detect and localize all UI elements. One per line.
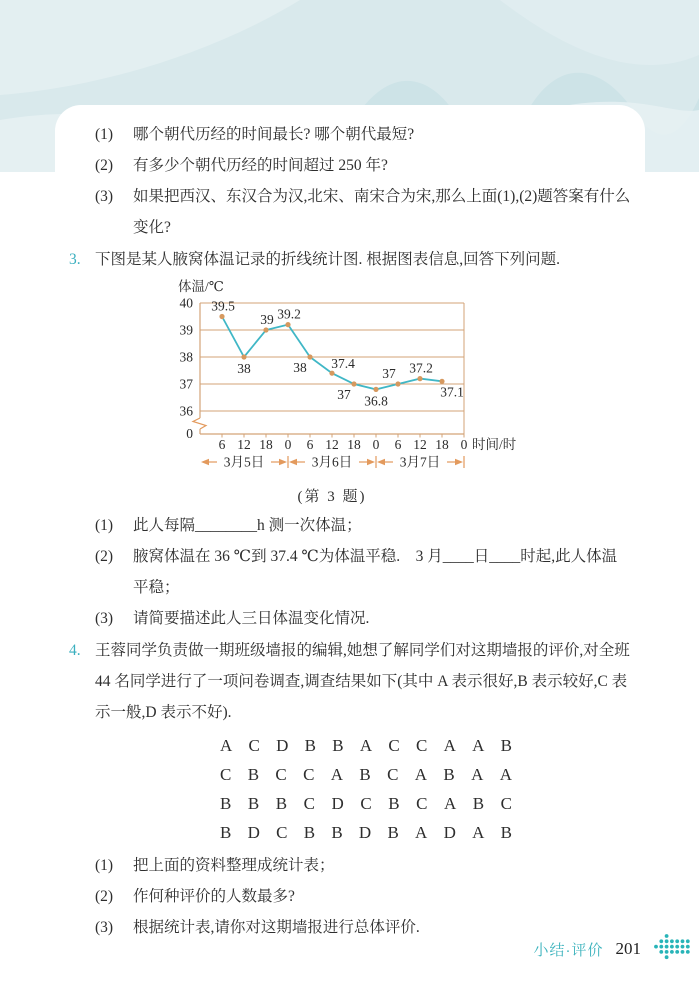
survey-answer-letter: B (359, 765, 371, 784)
survey-answer-letter: A (471, 765, 484, 784)
question-text: 如果把西汉、东汉合为汉,北宋、南宋合为宋,那么上面(1),(2)题答案有什么变化? (133, 188, 631, 236)
temperature-line-chart (148, 277, 516, 473)
survey-answer-letter: C (220, 765, 232, 784)
survey-answer-letter: B (303, 823, 316, 842)
page-footer (534, 933, 692, 965)
section-title: 小结·评价 (533, 941, 604, 959)
list-item (95, 541, 631, 603)
list-item (95, 181, 631, 243)
svg-text:6: 6 (394, 437, 402, 452)
letter-row (220, 818, 512, 847)
survey-answer-letter: B (247, 794, 260, 813)
survey-answer-letter: D (247, 823, 260, 842)
question-text: 请简要描述此人三日体温变化情况. (133, 610, 370, 627)
question-4-subs (95, 850, 631, 943)
list-item (95, 150, 631, 181)
page-card (55, 105, 645, 988)
svg-text:3月7日: 3月7日 (399, 454, 441, 470)
svg-text:36: 36 (179, 403, 193, 419)
question-number: (3) (95, 188, 114, 205)
survey-answer-letter: C (360, 794, 372, 813)
svg-text:0: 0 (186, 426, 193, 441)
question-text: 腋窝体温在 36 ℃到 37.4 ℃为体温平稳. 3 月____日____时起,此人体温平稳； (133, 548, 618, 596)
svg-text:37: 37 (179, 376, 193, 392)
svg-text:37.2: 37.2 (409, 360, 433, 376)
survey-answer-letter: D (331, 794, 344, 813)
question-text: 作何种评价的人数最多? (133, 888, 295, 905)
survey-answer-letter: B (275, 794, 288, 813)
letter-row (220, 789, 512, 818)
survey-answer-letter: B (388, 794, 400, 813)
survey-answer-letter: B (443, 765, 455, 784)
survey-answer-letter: B (247, 765, 260, 784)
svg-text:12: 12 (325, 437, 339, 452)
svg-text:37: 37 (382, 366, 396, 381)
question-number: 3. (69, 251, 81, 268)
survey-answer-letter: C (415, 736, 428, 755)
page-number: 201 (615, 939, 641, 958)
question-text: 有多少个朝代历经的时间超过 250 年? (133, 157, 388, 174)
chart-caption: (第 3 题) (297, 489, 367, 505)
svg-text:39: 39 (179, 322, 193, 338)
svg-text:39.2: 39.2 (277, 306, 301, 322)
svg-text:12: 12 (413, 437, 427, 452)
question-text: 此人每隔________h 测一次体温； (133, 517, 362, 534)
survey-answer-letter: B (500, 736, 512, 755)
question-4 (69, 635, 631, 728)
survey-answer-letter: C (303, 794, 315, 813)
survey-answer-letter: A (499, 765, 512, 784)
svg-text:6: 6 (218, 437, 226, 452)
question-number: (1) (95, 857, 114, 874)
svg-text:38: 38 (293, 360, 307, 375)
svg-text:39: 39 (260, 312, 274, 327)
question-number: (1) (95, 517, 114, 534)
survey-answer-letter: A (443, 736, 456, 755)
survey-answer-letter: D (443, 823, 456, 842)
question-3-subs (95, 510, 631, 634)
svg-text:38: 38 (237, 361, 251, 376)
svg-text:6: 6 (306, 437, 314, 452)
svg-text:18: 18 (259, 437, 273, 452)
question-text: 王蓉同学负责做一期班级墙报的编辑,她想了解同学们对这期墙报的评价,对全班 44 名同学进行了一项问卷调查,调查结果如下(其中 A 表示很好,B 表示较好,C 表示一般,D 表示不好). (95, 642, 630, 721)
survey-answer-letter: C (276, 823, 288, 842)
svg-text:18: 18 (435, 437, 449, 452)
letter-row (220, 760, 512, 789)
svg-text:36.8: 36.8 (364, 393, 388, 409)
list-item (95, 881, 631, 912)
survey-answer-letter: A (443, 794, 457, 813)
survey-answer-letter: A (415, 823, 428, 842)
svg-text:12: 12 (237, 437, 251, 452)
question-number: (2) (95, 888, 114, 905)
svg-text:体温/℃: 体温/℃ (178, 279, 224, 294)
survey-answer-letter: C (500, 794, 512, 813)
survey-answer-letter: B (472, 794, 485, 813)
svg-text:40: 40 (179, 295, 193, 311)
list-item (95, 603, 631, 634)
survey-answer-letter: A (472, 736, 485, 755)
survey-answer-letter: A (472, 823, 485, 842)
survey-answer-letter: D (358, 823, 372, 842)
svg-text:0: 0 (372, 437, 380, 452)
survey-answer-letter: B (331, 823, 343, 842)
list-item (95, 510, 631, 541)
question-number: (2) (95, 548, 114, 565)
survey-answer-letter: C (303, 765, 315, 784)
survey-answer-letter: A (359, 736, 373, 755)
question-number: (3) (95, 610, 114, 627)
question-text: 根据统计表,请你对这期墙报进行总体评价. (133, 919, 420, 936)
question-number: 4. (69, 642, 81, 659)
survey-answer-letter: C (248, 736, 260, 755)
question-text: 哪个朝代历经的时间最长? 哪个朝代最短? (133, 126, 415, 143)
svg-text:3月6日: 3月6日 (311, 454, 353, 470)
survey-answer-letter: A (220, 736, 233, 755)
svg-text:37.4: 37.4 (331, 356, 355, 372)
survey-answer-letter: A (330, 765, 344, 784)
svg-text:0: 0 (284, 437, 292, 452)
question-text: 把上面的资料整理成统计表； (133, 857, 335, 874)
question-number: (1) (95, 126, 114, 143)
survey-answer-letter: B (387, 823, 399, 842)
question-3 (69, 244, 631, 275)
svg-text:18: 18 (347, 437, 361, 452)
survey-answer-letter: B (304, 736, 316, 755)
survey-answer-letter: C (387, 765, 399, 784)
svg-text:时间/时: 时间/时 (472, 437, 516, 452)
survey-answer-letter: B (220, 794, 232, 813)
survey-answer-letter: B (332, 736, 344, 755)
survey-answer-letter: C (416, 794, 428, 813)
survey-answer-letter: A (414, 765, 428, 784)
question-number: (2) (95, 157, 114, 174)
svg-text:38: 38 (179, 349, 193, 365)
list-item (95, 850, 631, 881)
survey-answer-letter: C (388, 736, 400, 755)
question-number: (3) (95, 919, 114, 936)
svg-text:3月5日: 3月5日 (223, 454, 265, 470)
survey-answer-letter: D (276, 736, 289, 755)
question-text: 下图是某人腋窝体温记录的折线统计图. 根据图表信息,回答下列问题. (95, 251, 561, 268)
svg-text:37: 37 (337, 387, 351, 402)
top-questions-block (95, 119, 631, 243)
survey-answer-letter: B (220, 823, 232, 842)
dotted-arrow-marker-icon (653, 933, 691, 965)
svg-text:0: 0 (460, 437, 468, 452)
survey-answer-letter: B (500, 823, 512, 842)
svg-text:39.5: 39.5 (211, 298, 235, 314)
letter-row (220, 731, 512, 760)
list-item (95, 119, 631, 150)
survey-answer-letter: C (275, 765, 287, 784)
temperature-chart-block (148, 277, 516, 510)
survey-letter-grid (220, 731, 512, 847)
svg-text:37.1: 37.1 (440, 384, 464, 400)
